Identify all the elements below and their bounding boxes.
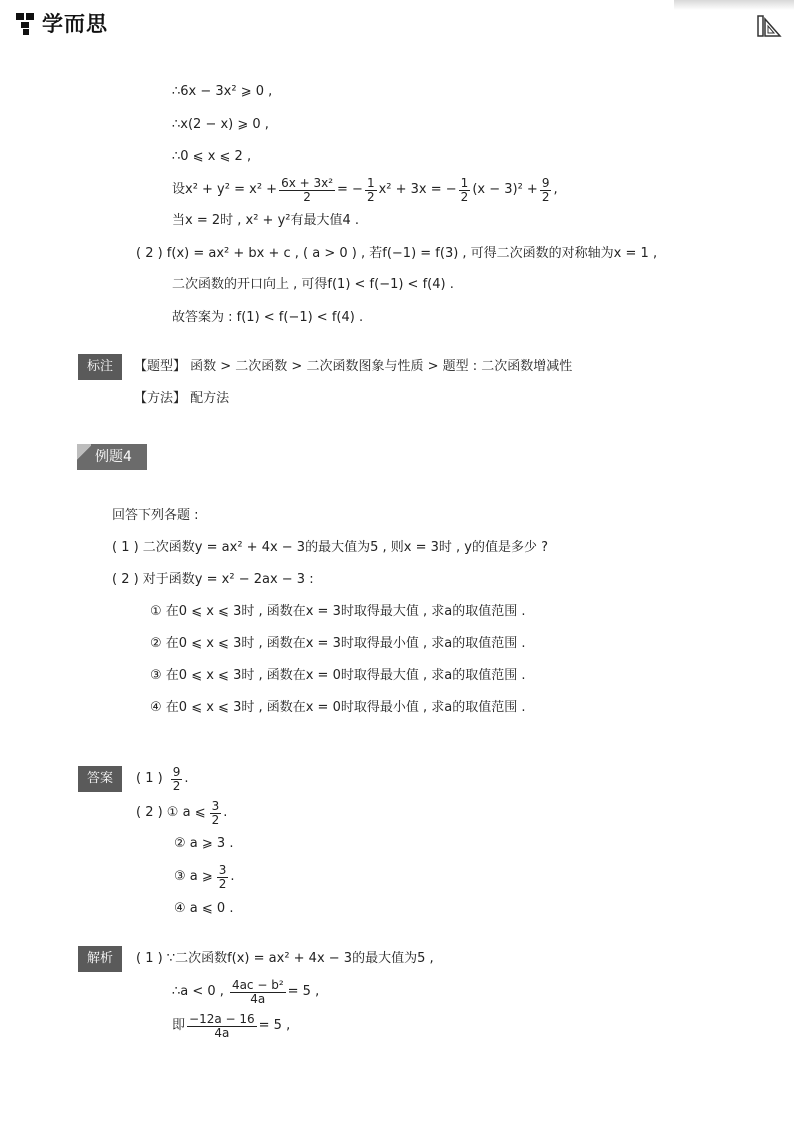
denominator: 4a — [250, 991, 266, 1006]
eq-text: = − — [337, 182, 363, 197]
numerator: 3 — [211, 798, 220, 813]
denominator: 4a — [214, 1025, 230, 1040]
denominator: 2 — [366, 189, 375, 204]
solution-line: 二次函数的开口向上 , 可得f(1) < f(−1) < f(4) . — [172, 277, 454, 292]
solution-line: ∴x(2 − x) ⩾ 0 , — [172, 117, 269, 132]
answer-text: . — [184, 771, 189, 786]
analysis-text: = 5 , — [287, 984, 320, 999]
denominator: 2 — [541, 189, 550, 204]
denominator: 2 — [303, 189, 311, 204]
answer-text: ③ a ⩾ — [174, 869, 213, 884]
ruler-triangle-icon — [756, 14, 782, 38]
question-part-1: ( 1 ) 二次函数y = ax² + 4x − 3的最大值为5 , 则x = 3时 , y的值是多少 ? — [112, 540, 548, 555]
solution-line: 当x = 2时 , x² + y²有最大值4 . — [172, 213, 360, 228]
logo-text: 学而思 — [42, 12, 108, 36]
eq-text: x² + 3x = − — [378, 182, 457, 197]
answer-part-2-3 — [174, 860, 235, 894]
numerator: 1 — [366, 175, 375, 190]
fraction — [279, 177, 335, 204]
example-label: 例题4 — [95, 449, 132, 465]
eq-text: (x − 3)² + — [472, 182, 538, 197]
denominator: 2 — [218, 876, 227, 891]
answer-tag: 答案 — [78, 766, 122, 792]
fraction — [459, 177, 471, 204]
brand-logo — [14, 8, 108, 38]
note-tag: 标注 — [78, 354, 122, 380]
numerator: 9 — [541, 175, 550, 190]
question-sub-item: ③ 在0 ⩽ x ⩽ 3时 , 函数在x = 0时取得最大值 , 求a的取值范围 . — [150, 668, 526, 683]
fraction — [210, 800, 222, 827]
logo-mark-icon — [14, 10, 38, 36]
numerator: 1 — [460, 175, 469, 190]
question-part-2: ( 2 ) 对于函数y = x² − 2ax − 3 : — [112, 572, 314, 587]
analysis-line: ( 1 ) ∵二次函数f(x) = ax² + 4x − 3的最大值为5 , — [136, 951, 434, 966]
question-intro: 回答下列各题 : — [112, 508, 199, 523]
answer-text: . — [230, 869, 235, 884]
solution-line: ( 2 ) f(x) = ax² + bx + c , ( a > 0 ) , 若f(−1) = f(3) , 可得二次函数的对称轴为x = 1 , — [136, 246, 658, 261]
example-stripe — [77, 444, 91, 470]
question-sub-item: ④ 在0 ⩽ x ⩽ 3时 , 函数在x = 0时取得最小值 , 求a的取值范围 . — [150, 700, 526, 715]
header-corner-decoration — [674, 0, 794, 10]
answer-part-2-2: ② a ⩾ 3 . — [174, 836, 234, 851]
fraction — [230, 979, 286, 1006]
question-sub-item: ① 在0 ⩽ x ⩽ 3时 , 函数在x = 3时取得最大值 , 求a的取值范围 . — [150, 604, 526, 619]
solution-line: ∴6x − 3x² ⩾ 0 , — [172, 84, 273, 99]
fraction — [187, 1013, 257, 1040]
solution-line: 故答案为 : f(1) < f(−1) < f(4) . — [172, 310, 364, 325]
fraction — [217, 864, 229, 891]
numerator: 4ac − b² — [231, 977, 284, 992]
analysis-text: 即 — [172, 1018, 186, 1033]
answer-text: ( 2 ) ① a ⩽ — [136, 805, 206, 820]
eq-text: 设x² + y² = x² + — [172, 182, 278, 197]
denominator: 2 — [460, 189, 469, 204]
analysis-text: = 5 , — [258, 1018, 291, 1033]
note-method-line: 【方法】 配方法 — [134, 391, 230, 406]
answer-part-2-4: ④ a ⩽ 0 . — [174, 901, 234, 916]
analysis-equation — [172, 1008, 290, 1044]
answer-part-1 — [136, 762, 188, 796]
analysis-equation — [172, 974, 319, 1010]
analysis-tag: 解析 — [78, 946, 122, 972]
fraction — [171, 766, 183, 793]
analysis-text: ∴a < 0 , — [172, 984, 224, 999]
answer-text: ( 1 ) — [136, 771, 163, 786]
solution-equation — [172, 172, 558, 208]
solution-line: ∴0 ⩽ x ⩽ 2 , — [172, 149, 252, 164]
numerator: 6x + 3x² — [281, 175, 334, 190]
answer-part-2-1 — [136, 796, 227, 830]
denominator: 2 — [211, 812, 220, 827]
numerator: 3 — [218, 862, 227, 877]
fraction — [540, 177, 552, 204]
question-sub-item: ② 在0 ⩽ x ⩽ 3时 , 函数在x = 3时取得最小值 , 求a的取值范围 . — [150, 636, 526, 651]
answer-text: . — [223, 805, 228, 820]
example-header — [77, 444, 147, 470]
eq-text: , — [553, 182, 558, 197]
numerator: 9 — [172, 764, 181, 779]
numerator: −12a − 16 — [189, 1011, 255, 1026]
denominator: 2 — [172, 778, 181, 793]
fraction — [365, 177, 377, 204]
note-type-line: 【题型】 函数 > 二次函数 > 二次函数图象与性质 > 题型 : 二次函数增减性 — [134, 359, 573, 374]
